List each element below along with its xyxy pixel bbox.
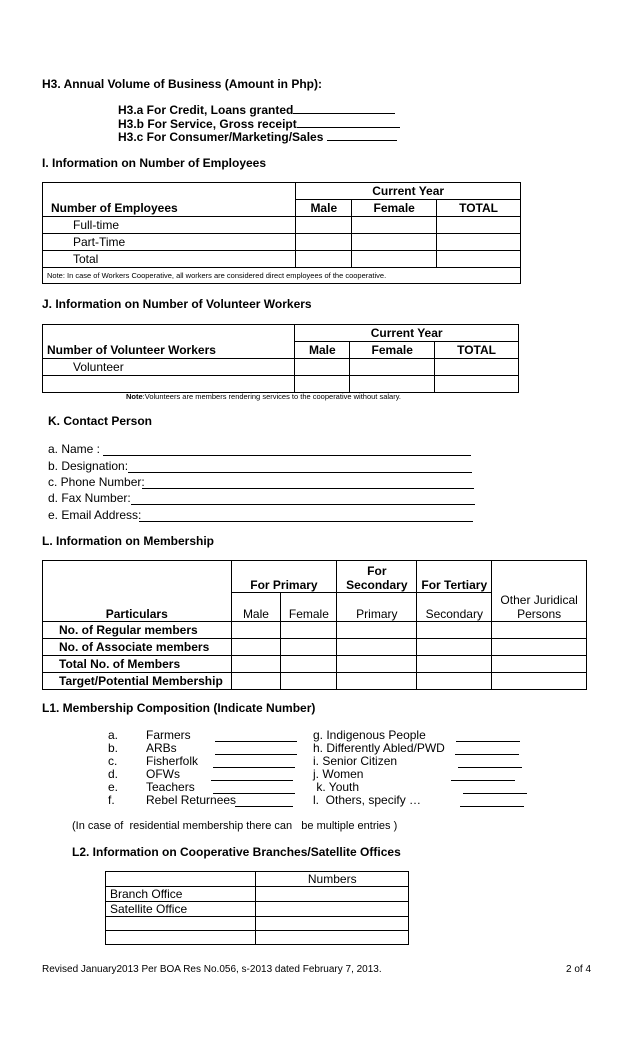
branches-cell[interactable] <box>256 931 409 945</box>
volunteer-cell[interactable] <box>350 376 435 393</box>
l1-blank[interactable] <box>456 741 520 742</box>
l1-letter: f. <box>108 793 115 807</box>
l1-blank[interactable] <box>215 741 297 742</box>
l1-label: Fisherfolk <box>146 754 199 768</box>
employees-note: Note: In case of Workers Cooperative, all workers are considered direct employees of the cooperative. <box>43 268 521 284</box>
section-l-heading: L. Information on Membership <box>42 534 215 548</box>
l1-blank[interactable] <box>455 754 519 755</box>
l1-label: h. Differently Abled/PWD <box>313 741 445 755</box>
membership-cell[interactable] <box>337 672 417 689</box>
employees-cell[interactable] <box>352 217 437 234</box>
section-l2-heading: L2. Information on Cooperative Branches/Satellite Offices <box>72 845 401 859</box>
employees-female-header: Female <box>352 200 437 217</box>
h3-heading: H3. Annual Volume of Business (Amount in Php): <box>42 77 323 91</box>
contact-name-label: a. Name : <box>48 442 101 456</box>
membership-row-label: Target/Potential Membership <box>43 672 232 689</box>
l1-letter: a. <box>108 728 119 742</box>
membership-cell[interactable] <box>417 672 492 689</box>
l1-blank[interactable] <box>235 806 293 807</box>
contact-phone-field[interactable] <box>142 488 474 489</box>
employees-row-label: Total <box>43 251 296 268</box>
membership-row-label: No. of Associate members <box>43 638 232 655</box>
h3b-label: H3.b For Service, Gross receipt <box>118 117 297 131</box>
membership-cell[interactable] <box>492 655 587 672</box>
footer-revision: Revised January2013 Per BOA Res No.056, s-2013 dated February 7, 2013. <box>42 964 382 975</box>
h3a-blank[interactable] <box>293 102 395 114</box>
employees-col-label: Number of Employees <box>43 200 296 217</box>
volunteer-female-header: Female <box>350 342 435 359</box>
l1-blank[interactable] <box>460 806 524 807</box>
l1-blank[interactable] <box>211 780 293 781</box>
branches-cell[interactable] <box>256 917 409 931</box>
l1-blank[interactable] <box>451 780 515 781</box>
l1-note: (In case of residential membership there can be multiple entries ) <box>72 820 398 832</box>
employees-row-label: Part-Time <box>43 234 296 251</box>
employees-male-header: Male <box>296 200 352 217</box>
volunteer-male-header: Male <box>295 342 350 359</box>
l1-letter: e. <box>108 780 119 794</box>
l1-label: k. Youth <box>313 780 360 794</box>
branches-row-label <box>106 931 256 945</box>
membership-row-label: Total No. of Members <box>43 655 232 672</box>
employees-cell[interactable] <box>296 234 352 251</box>
branches-numbers-header: Numbers <box>256 872 409 887</box>
volunteer-row-label <box>43 376 295 393</box>
membership-cell[interactable] <box>281 638 337 655</box>
h3a-line <box>118 102 395 117</box>
employees-cell[interactable] <box>296 217 352 234</box>
branches-cell[interactable] <box>256 887 409 902</box>
branches-row-label: Branch Office <box>106 887 256 902</box>
l1-letter: b. <box>108 741 119 755</box>
membership-cell[interactable] <box>231 672 281 689</box>
section-l1-heading: L1. Membership Composition (Indicate Number) <box>42 701 316 715</box>
membership-secondary: Secondary <box>417 593 492 622</box>
branches-table <box>105 871 409 945</box>
l1-label: ARBs <box>146 741 177 755</box>
section-k-heading: K. Contact Person <box>48 414 153 428</box>
volunteer-cell[interactable] <box>435 359 519 376</box>
contact-email-label: e. Email Address: <box>48 508 142 522</box>
employees-current-year: Current Year <box>296 183 521 200</box>
h3c-label: H3.c For Consumer/Marketing/Sales <box>118 130 327 144</box>
branches-row-label: Satellite Office <box>106 902 256 917</box>
membership-cell[interactable] <box>337 638 417 655</box>
membership-cell[interactable] <box>492 621 587 638</box>
membership-cell[interactable] <box>492 638 587 655</box>
h3a-label: H3.a For Credit, Loans granted <box>118 103 294 117</box>
volunteer-row-label: Volunteer <box>43 359 295 376</box>
membership-primary: Primary <box>337 593 417 622</box>
l1-letter: c. <box>108 754 118 768</box>
membership-cell[interactable] <box>492 672 587 689</box>
membership-cell[interactable] <box>281 621 337 638</box>
volunteer-cell[interactable] <box>295 359 350 376</box>
membership-for-primary: For Primary <box>231 561 337 593</box>
membership-row-label: No. of Regular members <box>43 621 232 638</box>
footer-page-number: 2 of 4 <box>566 964 592 975</box>
volunteer-note <box>126 392 401 401</box>
employees-cell[interactable] <box>437 251 521 268</box>
membership-cell[interactable] <box>231 655 281 672</box>
membership-header-blank <box>43 561 232 593</box>
l1-blank[interactable] <box>213 767 295 768</box>
h3b-blank[interactable] <box>297 116 400 128</box>
volunteer-cell[interactable] <box>435 376 519 393</box>
l1-label: g. Indigenous People <box>313 728 426 742</box>
volunteer-header-blank <box>43 325 295 342</box>
l1-label: i. Senior Citizen <box>313 754 398 768</box>
membership-cell[interactable] <box>417 621 492 638</box>
contact-fax-field[interactable] <box>131 504 475 505</box>
volunteer-table <box>42 324 519 393</box>
l1-label: Rebel Returnees <box>146 793 237 807</box>
employees-row-label: Full-time <box>43 217 296 234</box>
membership-male: Male <box>231 593 281 622</box>
membership-cell[interactable] <box>417 655 492 672</box>
employees-cell[interactable] <box>352 234 437 251</box>
membership-cell[interactable] <box>281 655 337 672</box>
membership-particulars: Particulars <box>43 593 232 622</box>
contact-email-field[interactable] <box>139 521 473 522</box>
membership-for-secondary: For Secondary <box>337 561 417 593</box>
employees-total-header: TOTAL <box>437 200 521 217</box>
branches-header-blank <box>106 872 256 887</box>
membership-other-juridical: Other Juridical Persons <box>492 593 587 622</box>
employees-cell[interactable] <box>437 217 521 234</box>
section-j-heading: J. Information on Number of Volunteer Workers <box>42 297 312 311</box>
membership-for-tertiary: For Tertiary <box>417 561 492 593</box>
l1-label: l. Others, specify … <box>313 793 422 807</box>
employees-cell[interactable] <box>352 251 437 268</box>
volunteer-cell[interactable] <box>295 376 350 393</box>
l1-label: j. Women <box>313 767 364 781</box>
h3c-line <box>118 129 397 144</box>
branches-row-label <box>106 917 256 931</box>
employees-header-blank <box>43 183 296 200</box>
branches-cell[interactable] <box>256 902 409 917</box>
membership-cell[interactable] <box>337 621 417 638</box>
volunteer-note-text: :Volunteers are members rendering services to the cooperative without salary. <box>142 392 401 401</box>
membership-cell[interactable] <box>231 638 281 655</box>
contact-phone-label: c. Phone Number: <box>48 475 145 489</box>
membership-cell[interactable] <box>417 638 492 655</box>
l1-blank[interactable] <box>463 793 527 794</box>
membership-table <box>42 560 587 690</box>
employees-cell[interactable] <box>296 251 352 268</box>
contact-fax-label: d. Fax Number: <box>48 491 131 505</box>
contact-name-field[interactable] <box>103 455 471 456</box>
volunteer-cell[interactable] <box>350 359 435 376</box>
membership-cell[interactable] <box>231 621 281 638</box>
l1-blank[interactable] <box>458 767 522 768</box>
employees-table <box>42 182 521 284</box>
l1-letter: d. <box>108 767 119 781</box>
volunteer-total-header: TOTAL <box>435 342 519 359</box>
l1-blank[interactable] <box>215 754 297 755</box>
l1-label: Teachers <box>146 780 195 794</box>
volunteer-col-label: Number of Volunteer Workers <box>43 342 295 359</box>
volunteer-note-label: Note <box>126 392 143 401</box>
l1-label: Farmers <box>146 728 191 742</box>
section-i-heading: I. Information on Number of Employees <box>42 156 267 170</box>
membership-female: Female <box>281 593 337 622</box>
contact-designation-field[interactable] <box>128 472 472 473</box>
h3c-blank[interactable] <box>327 129 397 141</box>
employees-cell[interactable] <box>437 234 521 251</box>
contact-designation-label: b. Designation: <box>48 459 129 473</box>
volunteer-current-year: Current Year <box>295 325 519 342</box>
l1-label: OFWs <box>146 767 180 781</box>
membership-cell[interactable] <box>337 655 417 672</box>
membership-header-blank <box>492 561 587 593</box>
membership-cell[interactable] <box>281 672 337 689</box>
